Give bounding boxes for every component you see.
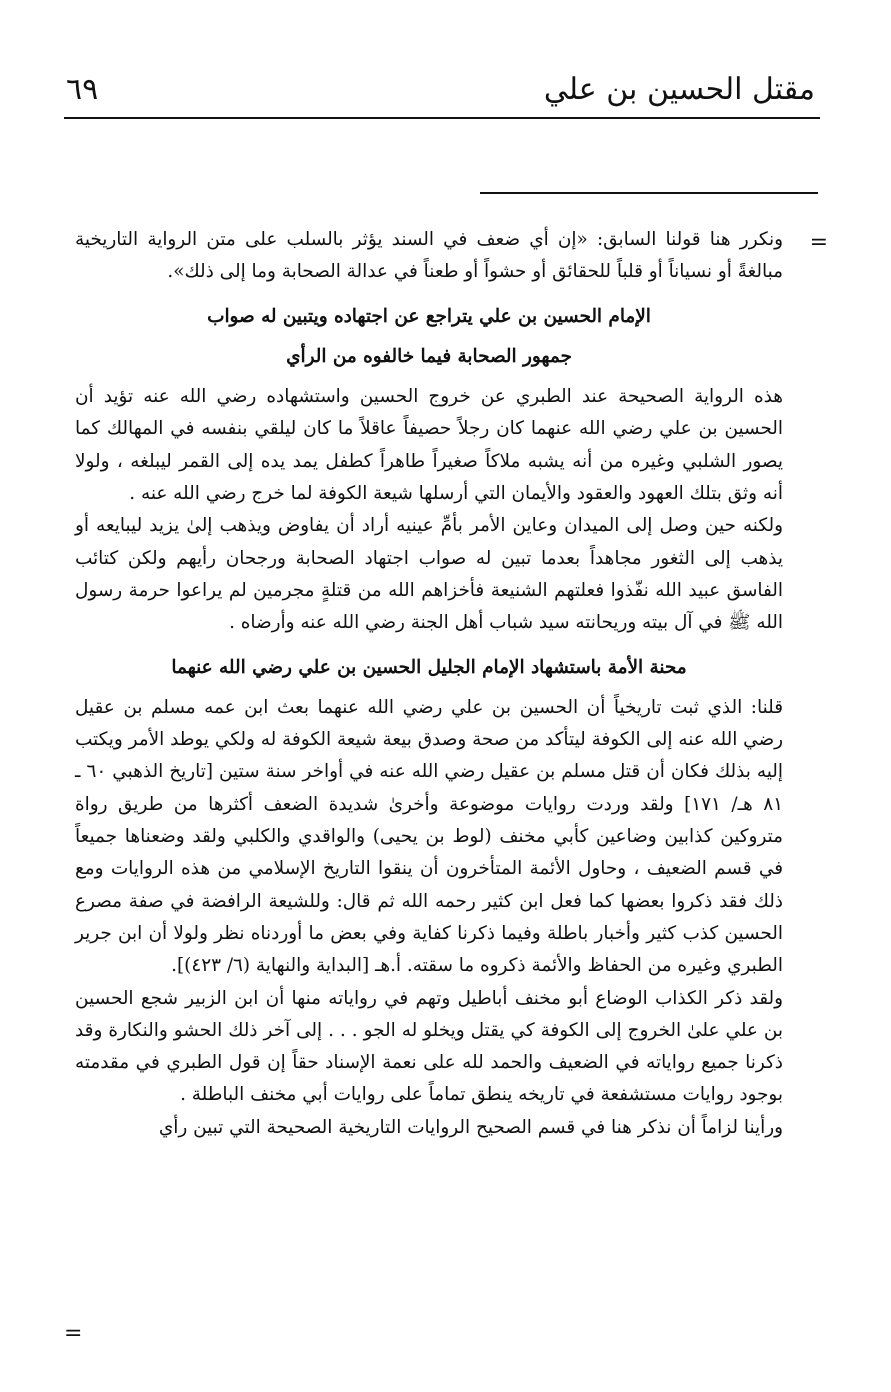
quote-paragraph: ونكرر هنا قولنا السابق: «إن أي ضعف في السند يؤثر بالسلب على متن الرواية التاريخية مبالغةً أو نسياناً أو قلباً للحقائق أو حشواً أو طعناً في عدالة الصحابة وما إلى ذلك». — [75, 229, 783, 283]
paragraph-2: ولكنه حين وصل إلى الميدان وعاين الأمر بأمِّ عينيه أراد أن يفاوض ويذهب إلىٰ يزيد ليبايعه أو يذهب إلى الثغور مجاهداً بعدما تبين له صواب اجتهاد الصحابة ورجحان رأيهم ولكن كتائب الفاسق عبيد الله نفّذوا فعلتهم الشنيعة فأخزاهم الله من قتلةٍ مجرمين لم يراعوا حرمة رسول الله ﷺ في آل بيته وريحانته سيد شباب أهل الجنة رضي الله عنه وأرضاه . — [75, 515, 783, 634]
paragraph-5: ورأينا لزاماً أن نذكر هنا في قسم الصحيح الروايات التاريخية الصحيحة التي تبين رأي — [158, 1116, 783, 1138]
header-rule — [64, 117, 820, 119]
body-text — [75, 224, 783, 1144]
page-number: ٦٩ — [66, 72, 99, 107]
continuation-mark-end: = — [64, 1321, 83, 1346]
paragraph-3: قلنا: الذي ثبت تاريخياً أن الحسين بن علي رضي الله عنهما بعث ابن عمه مسلم بن عقيل رضي الله عنه إلى الكوفة ليتأكد من صحة وصدق بيعة شيعة الكوفة له ولكي يوطد الأمر ويكتب إليه بذلك فكان أن قتل مسلم بن عقيل رضي الله عنه في أواخر سنة ستين [تاريخ الذهبي ٦٠ ـ ٨١ هـ/ ١٧١] ولقد وردت روايات موضوعة وأخرىٰ شديدة الضعف أكثرها من طريق رواة متروكين كذابين وضاعين كأبي مخنف (لوط بن يحيى) والواقدي والكلبي ولقد وضعناها جميعاً في قسم الضعيف ، وحاول الأئمة المتأخرون أن ينقوا التاريخ الإسلامي من هذه الروايات ومع ذلك فقد ذكروا بعضها كما فعل ابن كثير رحمه الله ثم قال: وللشيعة الرافضة في صفة مصرع الحسين كذب كثير وأخبار باطلة وفيما ذكرنا كفاية وفي بعض ما أوردناه نظر ولولا أن ابن جرير الطبري وغيره من الحفاظ والأئمة ذكروه ما سقته. أ.هـ [البداية والنهاية (٦/ ٤٢٣)]. — [75, 696, 784, 977]
paragraph-1: هذه الرواية الصحيحة عند الطبري عن خروج الحسين واستشهاده رضي الله عنه تؤيد أن الحسين بن علي رضي الله عنهما كان رجلاً حصيفاً عاقلاً ما كان ليلقي بنفسه في المهالك كما يصور الشلبي وغيره من أنه يشبه ملاكاً صغيراً طاهراً كطفل يمد يده إلى القمر ليبلغه ، ولولا أنه وثق بتلك العهود والعقود والأيمان التي أرسلها شيعة الكوفة لما خرج رضي الله عنه . — [75, 386, 783, 505]
section-heading-1-line-1: الإمام الحسين بن علي يتراجع عن اجتهاده ويتبين له صواب — [207, 305, 651, 327]
paragraph-4: ولقد ذكر الكذاب الوضاع أبو مخنف أباطيل وتهم في رواياته منها أن ابن الزبير شجع الحسين بن علي علىٰ الخروج إلى الكوفة كي يقتل ويخلو له الجو . . . إلى آخر ذلك الحشو والنكارة وقد ذكرنا جميع رواياته في الضعيف والحمد لله على نعمة الإسناد حقاً إن قول الطبري في مقدمته بوجود روايات مستشفعة في تاريخه ينطق تماماً على روايات أبي مخنف الباطلة . — [75, 987, 783, 1106]
section-heading-1-line-2: جمهور الصحابة فيما خالفوه من الرأي — [286, 345, 572, 367]
continuation-mark-start: = — [809, 230, 828, 255]
running-header-title: مقتل الحسين بن علي — [543, 72, 815, 107]
section-heading-2: محنة الأمة باستشهاد الإمام الجليل الحسين بن علي رضي الله عنهما — [171, 656, 687, 678]
footnote-separator-rule — [480, 192, 818, 194]
